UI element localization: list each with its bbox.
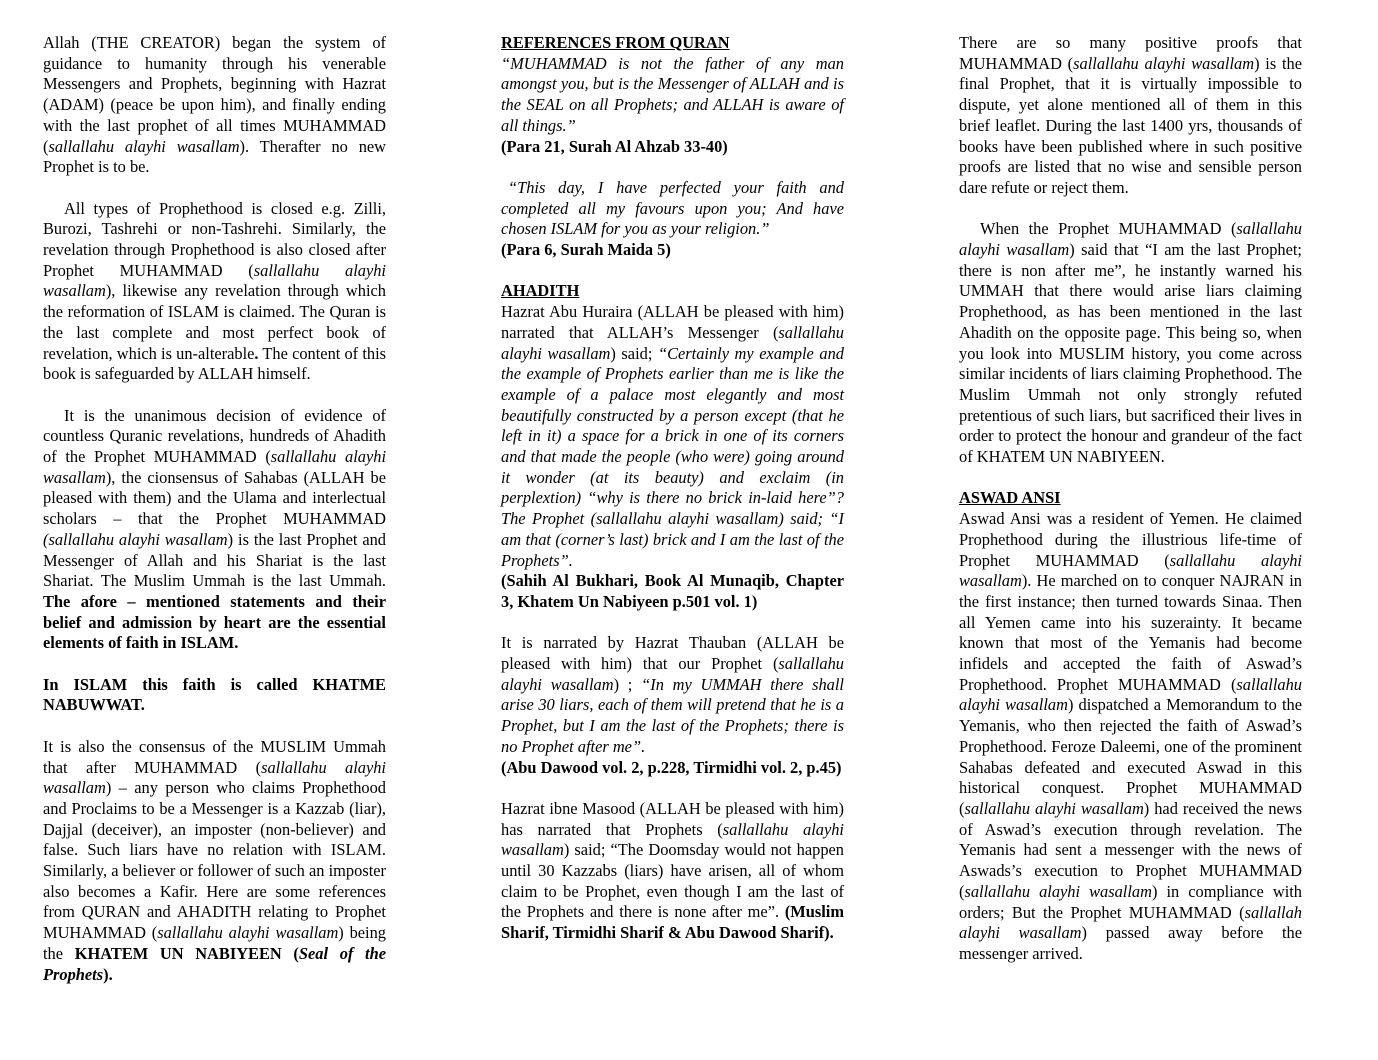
quran-references-heading: REFERENCES FROM QURAN bbox=[501, 33, 730, 52]
prophethood-closed-paragraph: All types of Prophethood is closed e.g. Zilli, Burozi, Tashrehi or non-Tashrehi. Similarly, the revelation through Prophethood is also closed after Prophet MUHAMMAD (sallallahu alayhi wasallam), likewise any revelation through which the reformation of ISLAM is claimed. The Quran is the last complete and most perfect book of revelation, which is un-alterable. The content of this book is safeguarded by ALLAH himself. bbox=[43, 198, 386, 384]
spacer bbox=[501, 261, 844, 282]
consensus-paragraph: It is also the consensus of the MUSLIM Ummah that after MUHAMMAD (sallallahu alayhi wasallam) – any person who claims Prophethood and Proclaims to be a Messenger is a Kazzab (liar), Dajjal (deceiver), an imposter (non-believer) and false. Such liars have no relation with ISLAM. Similarly, a believer or follower of such an imposter also becomes a Kafir. Here are some references from QURAN and AHADITH relating to Prophet MUHAMMAD (sallallahu alayhi wasallam) being the KHATEM UN NABIYEEN (Seal of the Prophets). bbox=[43, 736, 387, 984]
warning-paragraph: When the Prophet MUHAMMAD (sallallahu alayhi wasallam) said that “I am the last Prophet; there is non after me”, he instantly warned his UMMAH that there would arise liars claiming Prophethood, as has been mentioned in the last Ahadith on the opposite page. This being so, when you look into MUSLIM history, you come across similar incidents of liars claiming Prophethood. The Muslim Ummah not only strongly refuted pretentious of such liars, but sacrificed their lives in order to protect the honour and grandeur of the fact of KHATEM UN NABIYEEN. bbox=[959, 219, 1302, 467]
reference-abu-dawood: (Abu Dawood vol. 2, p.228, Tirmidhi vol. 2, p.45) bbox=[501, 757, 842, 777]
spacer bbox=[501, 613, 844, 634]
intro-paragraph: Allah (THE CREATOR) began the system of guidance to humanity through his venerable Messengers and Prophets, beginning with Hazrat (ADAM) (peace be upon him), and finally ending with the last prophet of all times MUHAMMAD (sallallahu alayhi wasallam). Therafter no new Prophet is to be. bbox=[43, 33, 386, 177]
reference-maida: (Para 6, Surah Maida 5) bbox=[501, 240, 671, 260]
hadith-abu-huraira: Hazrat Abu Huraira (ALLAH be pleased with him) narrated that ALLAH’s Messenger (sallallahu alayhi wasallam) said; “Certainly my example and the example of Prophets earlier than me is like the example of a palace most elegantly and most beautifully constructed by a person except (that he left in it) a space for a brick in one of its corners and that made the people (who were) going around it wonder (at its beauty) and exclaim (in perplextion) “why is there no brick in-laid here”? The Prophet (sallallahu alayhi wasallam) said; “I am that (corner’s last) brick and I am the last of the Prophets”. bbox=[501, 302, 844, 570]
left-column bbox=[43, 33, 386, 1006]
quran-quote-ahzab: “MUHAMMAD is not the father of any man amongst you, but is the Messenger of ALLAH and is the SEAL on all Prophets; and ALLAH is aware of all things.” bbox=[501, 53, 844, 135]
positive-proofs-paragraph: There are so many positive proofs that MUHAMMAD (sallallahu alayhi wasallam) is the final Prophet, that it is virtually impossible to dispute, yet alone mentioned all of them in this brief leaflet. During the last 1400 yrs, thousands of books have been published where in such positive proofs are listed that no wise and sensible person dare refute or reject them. bbox=[959, 33, 1303, 197]
spacer bbox=[501, 157, 844, 178]
unanimous-decision-paragraph: It is the unanimous decision of evidence of countless Quranic revelations, hundreds of Ahadith of the Prophet MUHAMMAD (sallallahu alayhi wasallam), the cionsensus of Sahabas (ALLAH be pleased with them) and the Ulama and interlectual scholars – that the Prophet MUHAMMAD (sallallahu alayhi wasallam) is the last Prophet and Messenger of Allah and his Shariat is the last Shariat. The Muslim Ummah is the last Ummah. The afore – mentioned statements and their belief and admission by heart are the essential elements of faith in ISLAM. bbox=[43, 405, 387, 653]
middle-column bbox=[501, 33, 844, 944]
spacer bbox=[501, 778, 844, 799]
reference-ahzab: (Para 21, Surah Al Ahzab 33-40) bbox=[501, 136, 728, 156]
right-column bbox=[959, 33, 1302, 965]
khatme-nabuwwat-statement: In ISLAM this faith is called KHATME NABUWWAT. bbox=[43, 674, 386, 715]
reference-bukhari: (Sahih Al Bukhari, Book Al Munaqib, Chapter 3, Khatem Un Nabiyeen p.501 vol. 1) bbox=[501, 571, 844, 611]
aswad-ansi-heading: ASWAD ANSI bbox=[959, 488, 1061, 508]
hadith-ibne-masood: Hazrat ibne Masood (ALLAH be pleased with him) has narrated that Prophets (sallallahu alayhi wasallam) said; “The Doomsday would not happen until 30 Kazzabs (liars) have arisen, all of whom claim to be Prophet, even though I am the last of the Prophets and there is none after me”. (Muslim Sharif, Tirmidhi Sharif & Abu Dawood Sharif). bbox=[501, 798, 844, 943]
aswad-ansi-paragraph: Aswad Ansi was a resident of Yemen. He claimed Prophethood during the illustrious life-time of Prophet MUHAMMAD (sallallahu alayhi wasallam). He marched on to conquer NAJRAN in the first instance; then turned towards Sinaa. Then all Yemen came into his suzerainty. It became known that most of the Yemanis had become infidels and accepted the faith of Aswad’s Prophethood. Prophet MUHAMMAD (sallallahu alayhi wasallam) dispatched a Memorandum to the Yemanis, who then rejected the faith of Aswad’s Prophethood. Feroze Daleemi, one of the prominent Sahabas defeated and executed Aswad in this historical conquest. Prophet MUHAMMAD (sallallahu alayhi wasallam) had received the news of Aswad’s execution through revelation. The Yemanis had sent a messenger with the news of Aswads’s execution to Prophet MUHAMMAD (sallallahu alayhi wasallam) in compliance with orders; But the Prophet MUHAMMAD (sallallah alayhi wasallam) passed away before the messenger arrived. bbox=[959, 509, 1303, 963]
ahadith-heading: AHADITH bbox=[501, 281, 580, 301]
quran-quote-maida: “This day, I have perfected your faith and completed all my favours upon you; And have chosen ISLAM for you as your religion.” bbox=[501, 177, 844, 239]
hadith-thauban: It is narrated by Hazrat Thauban (ALLAH be pleased with him) that our Prophet (sallallahu alayhi wasallam) ; “In my UMMAH there shall arise 30 liars, each of them will pretend that he is a Prophet, but I am the last of the Prophets; there is no Prophet after me”. bbox=[501, 633, 844, 756]
